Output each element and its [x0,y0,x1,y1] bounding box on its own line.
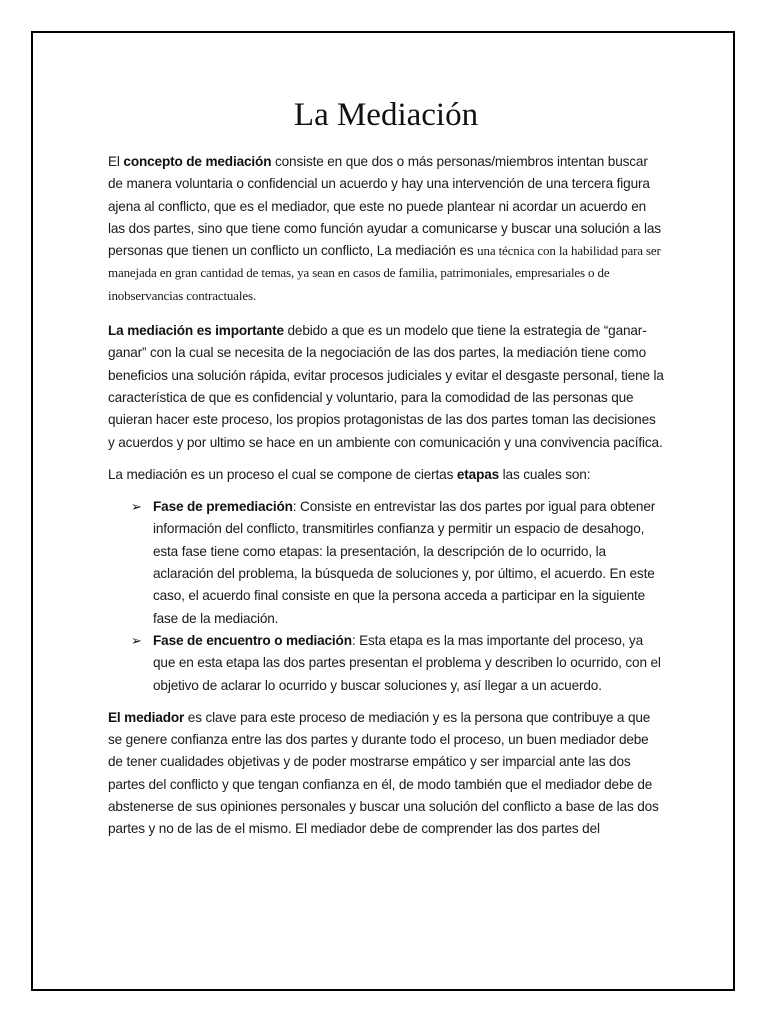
document-title: La Mediación [293,97,479,133]
paragraph-etapas-tail: las cuales son: [499,466,591,482]
paragraph-etapas-bold: etapas [456,466,500,482]
phase-title: Fase de premediación [153,499,293,515]
paragraph-importancia-text: debido a que es un modelo que tiene la estrategia de “ganar-ganar” con la cual se necesita de la negociación de las dos partes, la mediación tiene como beneficios una solución rápida, evitar procesos judiciales y evitar el desgaste personal, tiene la característica de que es confidencial y voluntario, para la comodidad de las personas que quieran hacer este proceso, los propios protagonistas de las dos partes toman las decisiones y acuerdos y por ultimo se hace en un ambiente con comunicación y una convivencia pacífica. [108,323,664,450]
phase-text: : Consiste en entrevistar las dos partes por igual para obtener información del conflicto, transmitirles confianza y permitir un espacio de desahogo, esta fase tiene como etapas: la presentación, la descripción de lo ocurrido, la aclaración del problema, la búsqueda de soluciones y, por último, el acuerdo. En este caso, el acuerdo final consiste en que la persona acceda a participar en la siguiente fase de la mediación. [153,499,656,626]
arrow-bullet-icon: ➢ [131,632,142,648]
document-body [108,95,664,851]
paragraph-concepto-serif-text: una técnica con la habilidad para ser manejada en gran cantidad de temas, ya sean en casos de familia, patrimoniales, empresariales o de inobservancias contractuales. [108,243,661,303]
paragraph-importancia-bold: La mediación es importante [108,323,284,339]
paragraph-concepto [108,151,664,307]
paragraph-mediador-bold: El mediador [108,709,185,725]
paragraph-etapas [108,464,664,486]
paragraph-mediador [108,707,664,841]
paragraph-concepto-intro: El [108,154,124,169]
paragraph-importancia [108,320,664,454]
paragraph-concepto-bold: concepto de mediación [123,154,272,169]
paragraph-etapas-text: La mediación es un proceso el cual se compone de ciertas [108,466,457,482]
paragraph-mediador-text: es clave para este proceso de mediación y es la persona que contribuye a que se genere confianza entre las dos partes y durante todo el proceso, un buen mediador debe de tener cualidades objetivas y de poder mostrarse empático y ser imparcial ante las dos partes del conflicto y que tengan confianza en él, de modo también que el mediador debe de abstenerse de sus opiniones personales y buscar una solución del conflicto a base de las dos partes y no de las de el mismo. El mediador debe de comprender las dos partes del [108,709,659,837]
document-page [31,31,735,991]
list-item [131,630,664,697]
list-item [131,496,664,630]
phase-title: Fase de encuentro o mediación [153,632,352,648]
phases-list [108,496,664,697]
paragraph-concepto-text: consiste en que dos o más personas/miembros intentan buscar de manera voluntaria o confidencial un acuerdo y hay una intervención de una tercera figura ajena al conflicto, que es el mediador, que este no puede plantear ni acordar un acuerdo en las dos partes, sino que tiene como función ayudar a comunicarse y buscar una solución a las personas que tienen un conflicto un conflicto, La mediación es [108,154,661,259]
arrow-bullet-icon: ➢ [131,499,142,515]
phase-text: : Esta etapa es la mas importante del proceso, ya que en esta etapa las dos partes presentan el problema y describen lo ocurrido, con el objetivo de aclarar lo ocurrido y buscar soluciones y, así llegar a un acuerdo. [153,632,661,693]
